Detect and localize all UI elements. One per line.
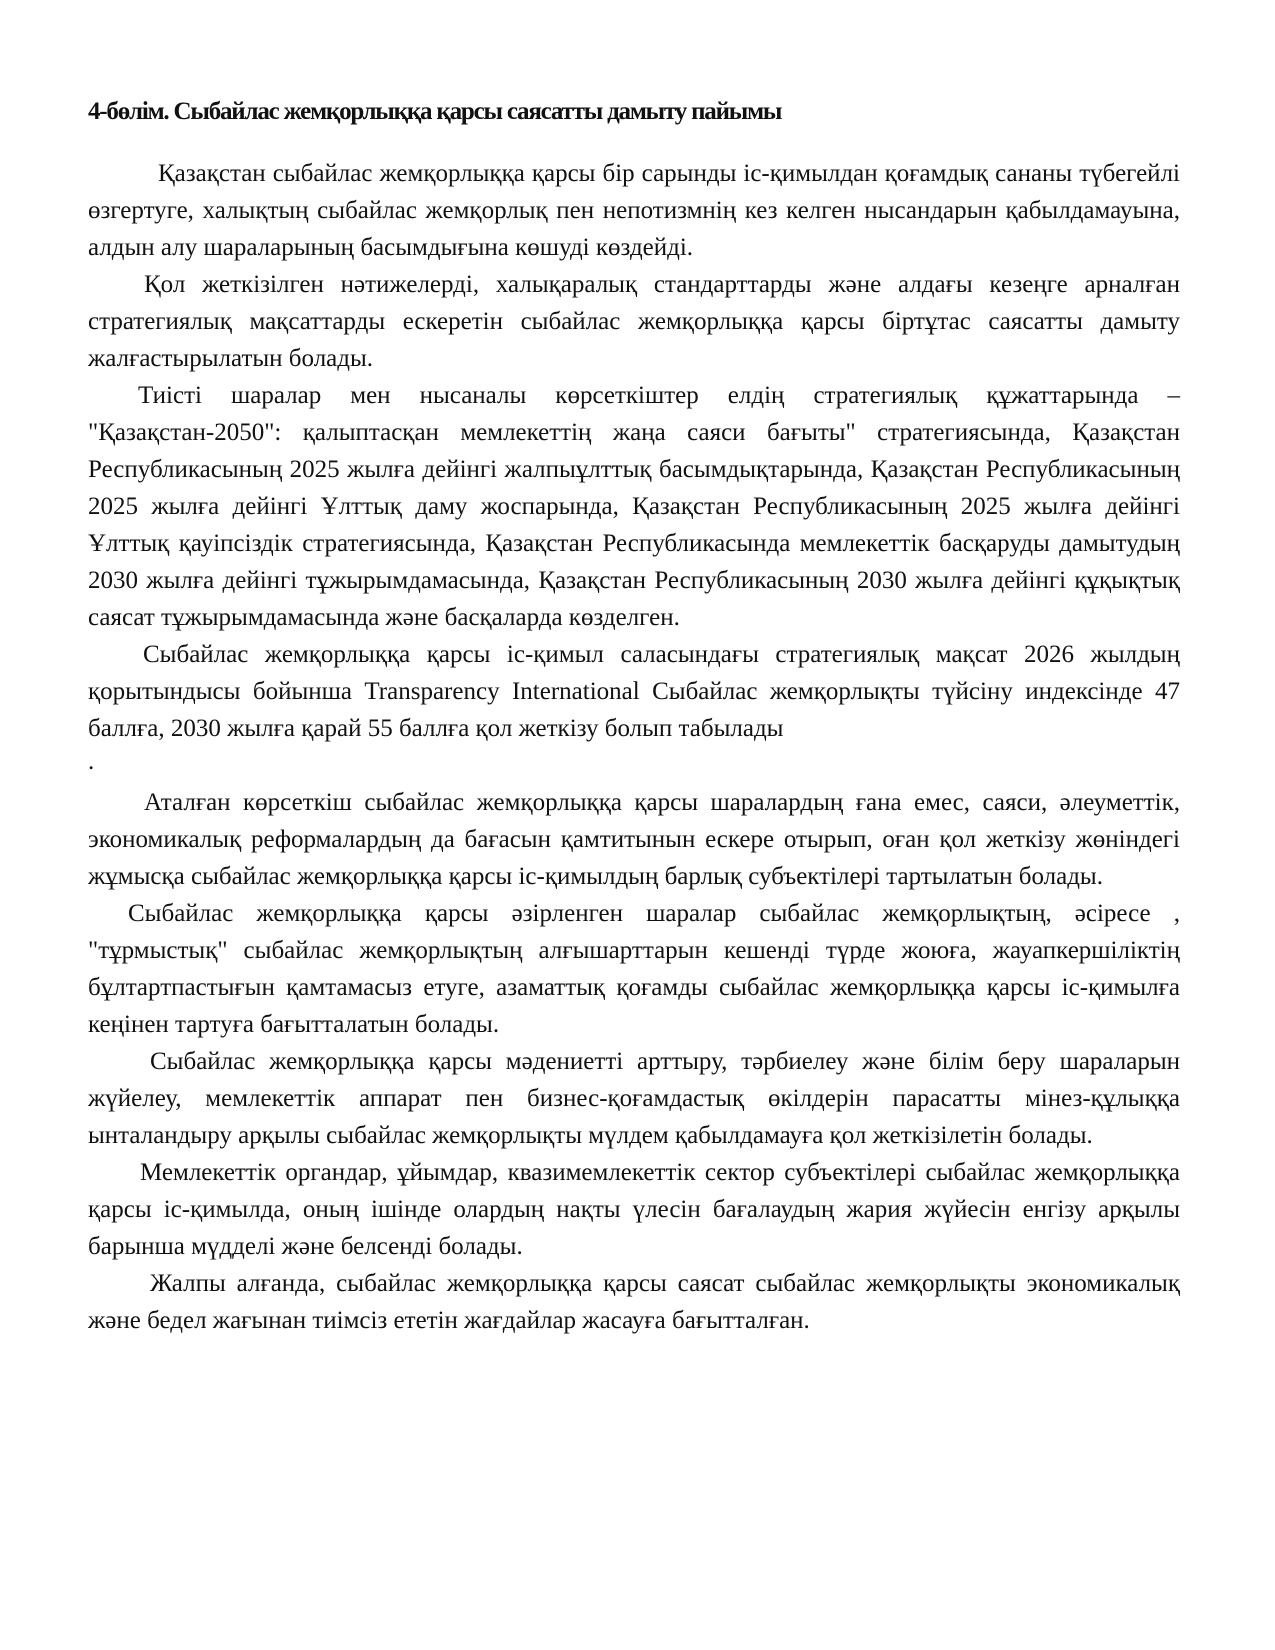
paragraph-7: Сыбайлас жемқорлыққа қарсы мәдениетті арттыру, тәрбиелеу және білім беру шараларын жүйелеу, мемлекеттік аппарат пен бизнес-қоғамдастық өкілдерін парасатты мінез-құлыққа ынталандыру арқылы сыбайлас жемқорлықты мүлдем қабылдамауға қол жеткізілетін болады.	[88, 1048, 1180, 1149]
paragraph-5: Аталған көрсеткіш сыбайлас жемқорлыққа қарсы шаралардың ғана емес, саяси, әлеуметтік, экономикалық реформалардың да бағасын қамтитынын ескере отырып, оған қол жеткізу жөніндегі жұмысқа сыбайлас жемқорлыққа қарсы іс-қимылдың барлық субъектілері тартылатын болады.	[88, 789, 1180, 890]
paragraph-2: Қол жеткізілген нәтижелерді, халықаралық стандарттарды және алдағы кезеңге арналған стратегиялық мақсаттарды ескеретін сыбайлас жемқорлыққа қарсы біртұтас саясатты дамыту жалғастырылатын болады.	[88, 271, 1180, 372]
document-body	[88, 155, 1180, 1339]
stray-period: .	[88, 748, 95, 775]
paragraph-3: Тиісті шаралар мен нысаналы көрсеткіштер елдің стратегиялық құжаттарында – "Қазақстан-2050": қалыптасқан мемлекеттің жаңа саяси бағыты" стратегиясында, Қазақстан Республикасының 2025 жылға дейінгі жалпыұлттық басымдықтарында, Қазақстан Республикасының 2025 жылға дейінгі Ұлттық даму жоспарында, Қазақстан Республикасының 2025 жылға дейінгі Ұлттық қауіпсіздік стратегиясында, Қазақстан Республикасында мемлекеттік басқаруды дамытудың 2030 жылға дейінгі тұжырымдамасында, Қазақстан Республикасының 2030 жылға дейінгі құқықтық саясат тұжырымдамасында және басқаларда көзделген.	[88, 382, 1180, 631]
paragraph-4: Сыбайлас жемқорлыққа қарсы іс-қимыл саласындағы стратегиялық мақсат 2026 жылдың қорытындысы бойынша Transparency International Сыбайлас жемқорлықты түйсіну индексінде 47 баллға, 2030 жылға қарай 55 баллға қол жеткізу болып табылады	[88, 641, 1180, 742]
paragraph-1: Қазақстан сыбайлас жемқорлыққа қарсы бір сарынды іс-қимылдан қоғамдық сананы түбегейлі өзгертуге, халықтың сыбайлас жемқорлық пен непотизмнің кез келген нысандарын қабылдамауына, алдын алу шараларының басымдығына көшуді көздейді.	[88, 160, 1180, 261]
paragraph-6: Сыбайлас жемқорлыққа қарсы әзірленген шаралар сыбайлас жемқорлықтың, әсіресе , "тұрмыстық" сыбайлас жемқорлықтың алғышарттарын кешенді түрде жоюға, жауапкершіліктің бұлтартпастығын қамтамасыз етуге, азаматтық қоғамды сыбайлас жемқорлыққа қарсы іс-қимылға кеңінен тартуға бағытталатын болады.	[88, 900, 1180, 1038]
paragraph-9: Жалпы алғанда, сыбайлас жемқорлыққа қарсы саясат сыбайлас жемқорлықты экономикалық және бедел жағынан тиімсіз ететін жағдайлар жасауға бағытталған.	[88, 1270, 1180, 1334]
paragraph-8: Мемлекеттік органдар, ұйымдар, квазимемлекеттік сектор субъектілері сыбайлас жемқорлыққа қарсы іс-қимылда, оның ішінде олардың нақты үлесін бағалаудың жария жүйесін енгізу арқылы барынша мүдделі және белсенді болады.	[88, 1159, 1180, 1260]
section-heading: 4-бөлім. Сыбайлас жемқорлыққа қарсы саясатты дамыту пайымы	[88, 98, 782, 125]
